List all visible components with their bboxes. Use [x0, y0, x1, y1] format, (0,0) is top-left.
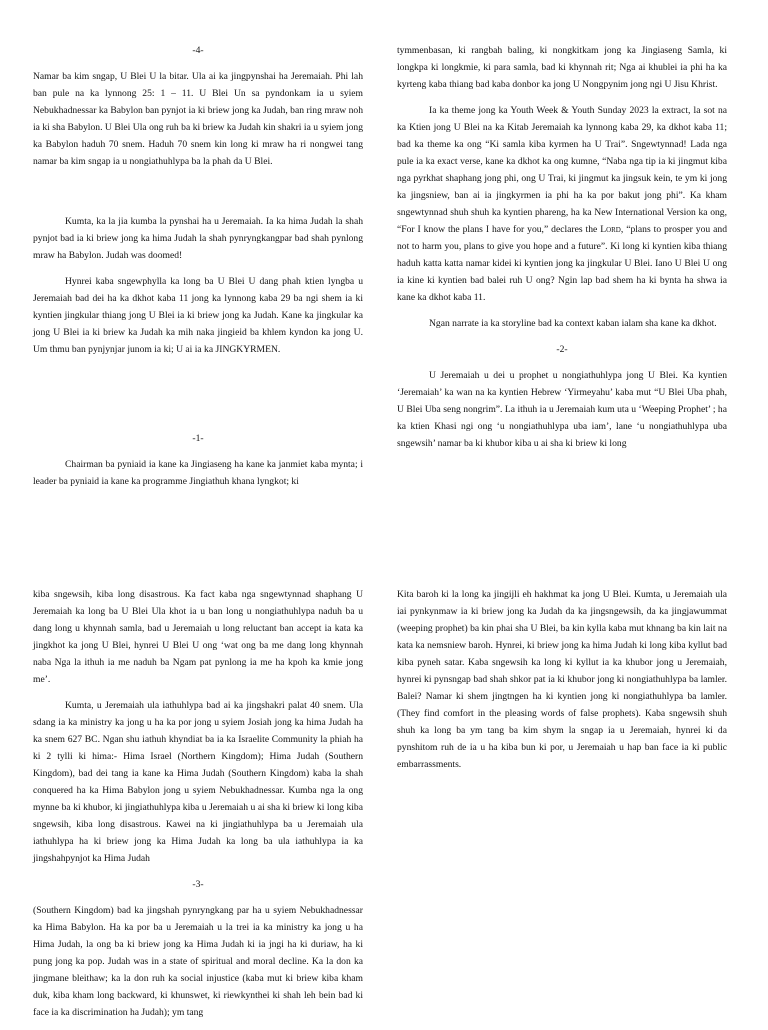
- paragraph: Hynrei kaba sngewphylla ka long ba U Blei U dang phah ktien lyngba u Jeremaiah bad dei ha ka dkhot kaba 11 jong ka lynnong kaba 29 ba ngi shem ia ki kyntien jingkular thiang jong U Blei ia ki briew jong ka Judah. Kane ka jingkular ka jong U Blei ia ki briew ka Judah ka mih naka jingieid ba khlem kyndon ka jong U. Um thmu ban pynjynjar junom ia ki; U ai ia ka JINGKYRMEN.: [33, 276, 363, 355]
- paragraph: Kumta, ka la jia kumba la pynshai ha u Jeremaiah. Ia ka hima Judah la shah pynjot bad ia ki briew jong ka hima Judah la shah pynryngkangpar bad shah pynlong mraw ha Babylon. Judah was doomed!: [33, 216, 363, 261]
- paragraph: Kita baroh ki la long ka jingijli eh hakhmat ka jong U Blei. Kumta, u Jeremaiah ula iai pynkynmaw ia ki briew jong ka Judah da ka jingsngewsih, da ka jingjawummat (weeping prophet) ba kin phai sha U Blei, ba kin kylla kaba mut khnang ba kin lait na kata ka nemsniew baroh. Hynrei, ki briew jong ka hima Judah ki long kiba kyllut bad kiba pyneh satar. Kaba sngewsih ka long ki kyllut ia ka khubor jong u Jeremaiah, hynrei ki pynsngap bad shah shkor pat ia ki khubor jong ki nongiathuhlypa ba lamler. Balei? Namar ki shem jingtngen ha ki kyntien jong ki nongiathuhlypa ba lamler. (They find comfort in the pleasing words of false prophets). Kaba sngewsih shuh shuh ka long ba ym tang ba kim shym la sngap ia u Jeremaiah, hynrei ki da pynshitom ruh de ia u ha kiba bun ki por, u Jeremaiah u hap ban face ia ki public embarrassments.: [397, 589, 727, 770]
- paragraph: Ngan narrate ia ka storyline bad ka context kaban ialam sha kane ka dkhot.: [429, 318, 717, 329]
- page-two-three-column: [33, 586, 363, 1030]
- paragraph: (Southern Kingdom) bad ka jingshah pynryngkang par ha u syiem Nebukhadnessar ka Hima Babylon. Ha ka por ba u Jeremaiah u la trei ia ka ministry ka jong u ha Hima Judah, la ong ba ki briew jong ka Hima Judah ki ia jngi ha ki duriaw, ha ki pung jong ka pop. Judah was in a state of spiritual and moral decline. Ka la don ka jingmane bleithaw; ka la don ruh ka social injustice (kaba mut ki briew kiba kham duk, kiba kham long backward, ki khunswet, ki riewkynthei ki shah leh bein bad ki face ia ka discrimination ha Judah); ym tang: [33, 905, 363, 1018]
- text-span: , “plans to prosper you and not to harm you, plans to give you hope and a future”. Ki long ki kyntien kiba thiang haduh katta katta namar kidei ki kyntien jong ka jingkular U Blei. Iano U Blei U ong ia kine ki kyntien bad balei ruh U ong? Ngin lap bad shem ha ki bynta ha shwa ia kane ka dkhot kaba 11.: [397, 224, 727, 303]
- paragraph: kiba sngewsih, kiba long disastrous. Ka fact kaba nga sngewtynnad shaphang U Jeremaiah ka long ba U Blei Ula khot ia u ban long u nongiathuhlypa naduh ba u dang long u khynnah samla, bad u Jeremaiah u long reluctant ban accept ia kata ka jingkhot ka jong U Blei, hynrei U Blei U ong ‘wat ong ba me dang long khynnah naba Nga la ithuh ia me naduh ba Ngam pat pynlong ia me ha kpoh ka kmie jong me’.: [33, 589, 363, 685]
- page-four-column: [33, 42, 363, 367]
- page-number: -3-: [192, 879, 204, 890]
- paragraph: [397, 102, 727, 306]
- lord-small-caps: Lord: [600, 224, 621, 235]
- page-one-continued-column: [397, 42, 727, 461]
- page-number: -4-: [192, 45, 204, 56]
- paragraph: tymmenbasan, ki rangbah baling, ki nongkitkam jong ka Jingiaseng Samla, ki longkpa ki longkmie, ki para samla, bad ki khynnah rit; Nga ai khublei ia phi ha ka kyrteng kaba thiang bad kaba donbor ka jong U Nongpynim jong ngi U Jisu Khrist.: [397, 45, 727, 90]
- page-number: -1-: [192, 433, 204, 444]
- page-number: -2-: [556, 344, 568, 355]
- page-one-column: [33, 430, 363, 499]
- text-span: Ia ka theme jong ka Youth Week & Youth Sunday 2023 la extract, la sot na ka Ktien jong U Blei na ka Kitab Jeremaiah ka lynnong kaba 29, ka dkhot kaba 11; bad ka theme ka ong “Ki samla kiba kyrmen ha U Trai”. Sngewtynnad! Lada nga pule ia ka exact verse, kane ka dkhot ka ong kumne, “Naba nga tip ia ki jingmut kiba nga pyrkhat shaphang jong phi, ong U Trai, ki jingmut ka jingsuk kein, te ym ki jong ka jingsniew, ban ai ia jingkyrmen ia phi ha ka por bakut jong phi”. Ka kham sngewtynnad shuh shuh ka kyntien phareng, ha ka New International Version ka ong, “For I know the plans I have for you,” declares the: [397, 105, 727, 235]
- paragraph: Namar ba kim sngap, U Blei U la bitar. Ula ai ka jingpynshai ha Jeremaiah. Phi lah ban pule na ka lynnong 25: 1 – 11. U Blei Un sa pyndonkam ia u syiem Nebukhadnessar ka Babylon ban pynjot ia ki briew jong ka Judah, ban ring mraw noh ia ki sha Babylon. U Blei Ula ong ruh ba ki briew ka Judah kin shakri ia u syiem jong ka Babylon haduh 70 snem. Haduh 70 snem kin long ki mraw ha ri nongwei tang namar ba kim sngap ia u nongiathuhlypa ba la phah da U Blei.: [33, 71, 363, 167]
- paragraph: U Jeremaiah u dei u prophet u nongiathuhlypa jong U Blei. Ka kyntien ‘Jeremaiah’ ka wan na ka kyntien Hebrew ‘Yirmeyahu’ kaba mut “U Blei Uba phah, U Blei Uba seng nongrim”. La ithuh ia u Jeremaiah kum uta u ‘Weeping Prophet’ ; ha ka ktien Khasi ngi ong ‘u nongiathuhlypa uba iam’, lane ‘u nongiathuhlypa uba sngewsih’ namar ba ki khubor kiba u ai sha ki briew ki long: [397, 370, 727, 449]
- paragraph: Kumta, u Jeremaiah ula iathuhlypa bad ai ka jingshakri palat 40 snem. Ula sdang ia ka ministry ka jong u ha ka por jong u syiem Josiah jong ka hima Judah ha ka snem 627 BC. Ngan shu iathuh khyndiat ba ia ka Israelite Community la phiah ha ki 2 tylli ki hima:- Hima Israel (Northern Kingdom); Hima Judah (Southern Kingdom), bad dei tang ia kane ka Hima Judah (Southern Kingdom) kaba la shah conquered ha ka Hima Babylon jong u syiem Nebukhadnessar. Kumba nga la ong mynne ba ki khubor, ki jingiathuhlypa kiba u Jeremaiah u ai sha ki briew ki long kiba sngewsih, kiba long disastrous. Kawei na ki jingiathuhlypa ba u Jeremaiah ula iathuhlypa ha ki briew jong ka Hima Judah ka long ba ula iathuhlypa ia ka jingshahpynjot ka Hima Judah: [33, 700, 363, 864]
- paragraph: Chairman ba pyniaid ia kane ka Jingiaseng ha kane ka janmiet kaba mynta; i leader ba pyniaid ia kane ka programme Jingiathuh khana lyngkot; ki: [33, 459, 363, 487]
- page-three-continued-column: [397, 586, 727, 782]
